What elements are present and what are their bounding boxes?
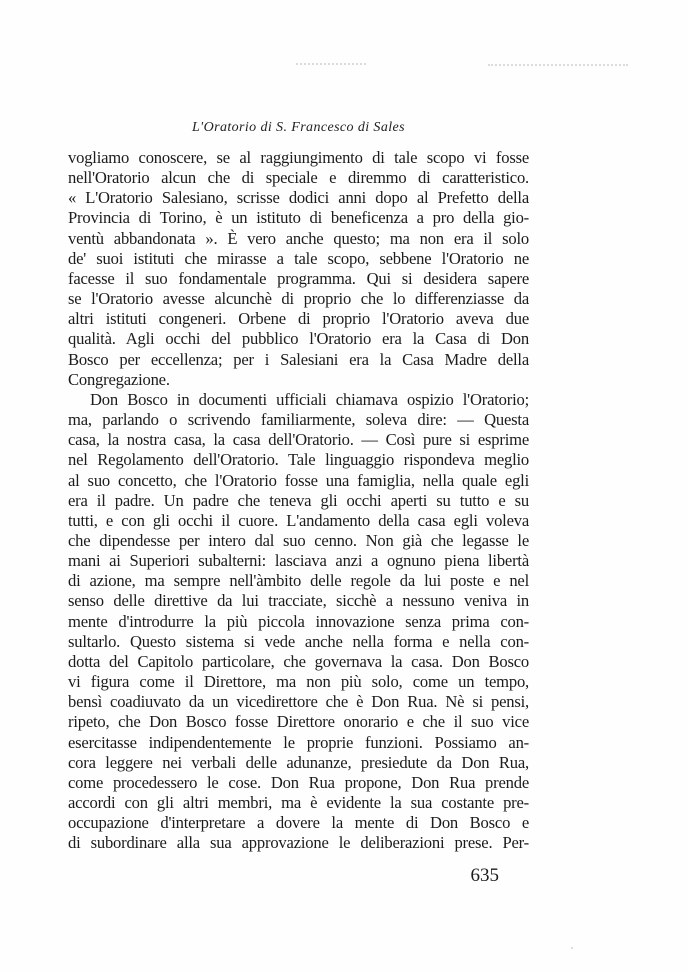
text-line: Congregazione. bbox=[68, 369, 170, 389]
text-line: esercitasse indipendentemente le proprie funzioni. Possiamo an- bbox=[68, 732, 529, 752]
text-line: ventù abbandonata ». È vero anche questo; ma non era il solo bbox=[68, 228, 529, 248]
text-line: dotta del Capitolo particolare, che governava la casa. Don Bosco bbox=[68, 651, 529, 671]
text-line: ripeto, che Don Bosco fosse Direttore onorario e che il suo vice bbox=[68, 712, 529, 732]
scan-artifact-dots bbox=[296, 63, 366, 65]
text-line: cora leggere nei verbali delle adunanze, presiedute da Don Rua, bbox=[68, 752, 529, 772]
text-line: era il padre. Un padre che teneva gli occhi aperti su tutto e su bbox=[68, 490, 529, 510]
text-line: ma, parlando o scrivendo familiarmente, soleva dire: — Questa bbox=[68, 410, 529, 430]
text-line: che dipendesse per intero dal suo cenno. Non già che legasse le bbox=[68, 530, 529, 550]
text-block bbox=[68, 119, 529, 887]
text-line: tutti, e con gli occhi il cuore. L'andamento della casa egli voleva bbox=[68, 510, 529, 530]
text-line: come procedessero le cose. Don Rua propone, Don Rua prende bbox=[68, 772, 529, 792]
text-line: senso delle direttive da lui tracciate, sicchè a nessuno veniva in bbox=[68, 591, 529, 611]
text-line: vi figura come il Direttore, ma non più solo, come un tempo, bbox=[68, 672, 529, 692]
text-line: di azione, ma sempre nell'àmbito delle regole da lui poste e nel bbox=[68, 571, 529, 591]
text-line: di subordinare alla sua approvazione le deliberazioni prese. Per- bbox=[68, 833, 529, 853]
text-line: se l'Oratorio avesse alcunchè di proprio che lo differenziasse da bbox=[68, 289, 529, 309]
text-line: nel Regolamento dell'Oratorio. Tale linguaggio rispondeva meglio bbox=[68, 450, 529, 470]
text-line: Bosco per eccellenza; per i Salesiani era la Casa Madre della bbox=[68, 349, 529, 369]
text-line: sultarlo. Questo sistema si vede anche nella forma e nella con- bbox=[68, 631, 529, 651]
text-line: mente d'introdurre la più piccola innovazione senza prima con- bbox=[68, 611, 529, 631]
running-header: L'Oratorio di S. Francesco di Sales bbox=[192, 120, 405, 135]
text-line: occupazione d'interpretare a dovere la mente di Don Bosco e bbox=[68, 813, 529, 833]
body-text bbox=[68, 148, 529, 853]
text-line: al suo concetto, che l'Oratorio fosse una famiglia, nella quale egli bbox=[68, 470, 529, 490]
text-line: mani ai Superiori subalterni: lasciava anzi a ognuno piena libertà bbox=[68, 551, 529, 571]
text-line: Provincia di Torino, è un istituto di beneficenza a pro della gio- bbox=[68, 208, 529, 228]
text-line: Don Bosco in documenti ufficiali chiamava ospizio l'Oratorio; bbox=[90, 389, 529, 409]
text-line: vogliamo conoscere, se al raggiungimento di tale scopo vi fosse bbox=[68, 148, 529, 167]
text-line: casa, la nostra casa, la casa dell'Oratorio. — Così pure si esprime bbox=[68, 430, 529, 450]
text-line: facesse il suo fondamentale programma. Qui si desidera sapere bbox=[68, 268, 529, 288]
text-line: qualità. Agli occhi del pubblico l'Oratorio era la Casa di Don bbox=[68, 329, 529, 349]
text-line: « L'Oratorio Salesiano, scrisse dodici anni dopo al Prefetto della bbox=[68, 188, 529, 208]
page-number: 635 bbox=[470, 865, 499, 887]
scan-artifact-dots bbox=[488, 64, 628, 66]
text-line: de' suoi istituti che mirasse a tale scopo, sebbene l'Oratorio ne bbox=[68, 248, 529, 268]
text-line: altri istituti congeneri. Orbene di proprio l'Oratorio aveva due bbox=[68, 309, 529, 329]
text-line: accordi con gli altri membri, ma è evidente la sua costante pre- bbox=[68, 793, 529, 812]
text-line: nell'Oratorio alcun che di speciale e diremmo di caratteristico. bbox=[68, 168, 529, 188]
scan-artifact-speck bbox=[571, 947, 573, 949]
text-line: bensì coadiuvato da un vicedirettore che è Don Rua. Nè si pensi, bbox=[68, 692, 529, 712]
